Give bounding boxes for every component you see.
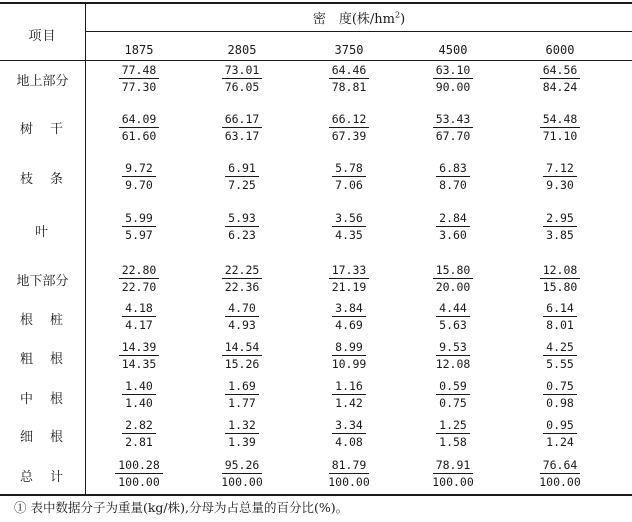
table-cell: [510, 263, 610, 294]
table-cell: [192, 263, 292, 294]
cell-numerator: 15.80: [433, 263, 474, 279]
column-header-0: 1875: [124, 43, 154, 57]
density-header-text: 密 度(株/hm: [312, 12, 395, 27]
cell-denominator: 1.58: [439, 435, 467, 449]
cell-denominator: 4.69: [335, 318, 363, 332]
cell-numerator: 81.79: [329, 458, 370, 474]
table-cell: [299, 301, 399, 332]
cell-denominator: 100.00: [118, 475, 160, 489]
cell-denominator: 71.10: [542, 129, 578, 143]
table-cell: [510, 379, 610, 410]
row-label: 粗 根: [19, 352, 65, 367]
row-label: 细 根: [19, 430, 65, 445]
cell-denominator: 8.70: [439, 178, 467, 192]
table-cell: [192, 161, 292, 192]
cell-numerator: 95.26: [222, 458, 263, 474]
cell-numerator: 3.56: [332, 211, 366, 227]
density-header-superscript: 2: [394, 10, 401, 20]
cell-denominator: 61.60: [121, 129, 157, 143]
column-header-4: 6000: [545, 43, 575, 57]
cell-denominator: 6.23: [228, 228, 256, 242]
cell-numerator: 4.25: [543, 340, 577, 356]
cell-numerator: 9.72: [122, 161, 156, 177]
cell-numerator: 66.12: [329, 112, 370, 128]
cell-denominator: 2.81: [125, 435, 153, 449]
table-cell: [89, 211, 189, 242]
cell-denominator: 1.40: [125, 396, 153, 410]
cell-denominator: 67.70: [435, 129, 471, 143]
table-cell: [192, 301, 292, 332]
table-cell: [299, 458, 399, 489]
cell-numerator: 64.09: [119, 112, 160, 128]
column-header-1: 2805: [227, 43, 257, 57]
cell-denominator: 7.06: [335, 178, 363, 192]
cell-numerator: 54.48: [540, 112, 581, 128]
cell-numerator: 4.70: [225, 301, 259, 317]
cell-denominator: 0.98: [546, 396, 574, 410]
cell-numerator: 2.95: [543, 211, 577, 227]
column-header-2: 3750: [334, 43, 364, 57]
cell-denominator: 21.19: [331, 280, 367, 294]
table-cell: [403, 263, 503, 294]
cell-numerator: 4.18: [122, 301, 156, 317]
table-cell: [89, 379, 189, 410]
table-cell: [192, 418, 292, 449]
table-cell: [510, 418, 610, 449]
cell-numerator: 4.44: [436, 301, 470, 317]
table-cell: [89, 112, 189, 143]
cell-numerator: 17.33: [329, 263, 370, 279]
table-cell: [510, 458, 610, 489]
row-label: 枝 条: [19, 172, 65, 187]
item-column-rule: [85, 3, 86, 494]
table-cell: [403, 418, 503, 449]
cell-denominator: 12.08: [435, 357, 471, 371]
cell-denominator: 4.93: [228, 318, 256, 332]
table-cell: [89, 458, 189, 489]
item-column-header: 项目: [28, 29, 57, 44]
table-cell: [192, 340, 292, 371]
table-cell: [299, 263, 399, 294]
cell-denominator: 1.77: [228, 396, 256, 410]
table-cell: [299, 379, 399, 410]
cell-numerator: 78.91: [433, 458, 474, 474]
cell-numerator: 3.34: [332, 418, 366, 434]
cell-denominator: 4.08: [335, 435, 363, 449]
table-cell: [299, 161, 399, 192]
cell-numerator: 1.16: [332, 379, 366, 395]
cell-numerator: 5.93: [225, 211, 259, 227]
cell-numerator: 14.54: [222, 340, 263, 356]
table-cell: [403, 379, 503, 410]
cell-numerator: 8.99: [332, 340, 366, 356]
cell-denominator: 63.17: [224, 129, 260, 143]
cell-numerator: 0.59: [436, 379, 470, 395]
cell-numerator: 0.75: [543, 379, 577, 395]
cell-numerator: 0.95: [543, 418, 577, 434]
cell-numerator: 1.40: [122, 379, 156, 395]
density-header: [86, 8, 632, 27]
cell-numerator: 63.10: [433, 63, 474, 79]
table-cell: [299, 112, 399, 143]
cell-denominator: 7.25: [228, 178, 256, 192]
table-cell: [299, 340, 399, 371]
cell-denominator: 67.39: [331, 129, 367, 143]
row-label: 根 桩: [19, 313, 65, 328]
row-label: 叶: [34, 225, 50, 240]
cell-denominator: 100.00: [328, 475, 370, 489]
cell-denominator: 8.01: [546, 318, 574, 332]
cell-numerator: 66.17: [222, 112, 263, 128]
table-cell: [403, 458, 503, 489]
cell-numerator: 6.14: [543, 301, 577, 317]
cell-denominator: 100.00: [432, 475, 474, 489]
cell-denominator: 15.26: [224, 357, 260, 371]
table-cell: [89, 263, 189, 294]
table-cell: [403, 161, 503, 192]
cell-numerator: 1.69: [225, 379, 259, 395]
cell-numerator: 73.01: [222, 63, 263, 79]
table-cell: [510, 112, 610, 143]
table-cell: [89, 63, 189, 94]
cell-numerator: 5.78: [332, 161, 366, 177]
table-cell: [403, 63, 503, 94]
cell-denominator: 1.42: [335, 396, 363, 410]
cell-numerator: 9.53: [436, 340, 470, 356]
cell-denominator: 1.39: [228, 435, 256, 449]
cell-numerator: 22.25: [222, 263, 263, 279]
cell-numerator: 14.39: [119, 340, 160, 356]
row-label: 总 计: [19, 470, 65, 485]
cell-denominator: 4.35: [335, 228, 363, 242]
cell-numerator: 5.99: [122, 211, 156, 227]
cell-denominator: 3.60: [439, 228, 467, 242]
table-cell: [510, 63, 610, 94]
table-cell: [89, 301, 189, 332]
cell-numerator: 2.84: [436, 211, 470, 227]
table-cell: [510, 301, 610, 332]
cell-numerator: 100.28: [115, 458, 163, 474]
table-cell: [299, 211, 399, 242]
table-cell: [89, 418, 189, 449]
cell-numerator: 76.64: [540, 458, 581, 474]
cell-denominator: 78.81: [331, 80, 367, 94]
cell-numerator: 3.84: [332, 301, 366, 317]
cell-numerator: 1.32: [225, 418, 259, 434]
cell-denominator: 84.24: [542, 80, 578, 94]
cell-numerator: 12.08: [540, 263, 581, 279]
table-cell: [510, 161, 610, 192]
row-label: 中 根: [19, 392, 65, 407]
cell-numerator: 6.91: [225, 161, 259, 177]
density-header-rule: [86, 31, 632, 32]
cell-denominator: 9.30: [546, 178, 574, 192]
table-cell: [89, 161, 189, 192]
table-cell: [192, 112, 292, 143]
cell-numerator: 53.43: [433, 112, 474, 128]
cell-denominator: 3.85: [546, 228, 574, 242]
table-cell: [403, 112, 503, 143]
table-cell: [192, 458, 292, 489]
cell-numerator: 64.56: [540, 63, 581, 79]
cell-numerator: 2.82: [122, 418, 156, 434]
cell-denominator: 14.35: [121, 357, 157, 371]
row-label: 地下部分: [16, 274, 69, 289]
table-cell: [192, 379, 292, 410]
cell-denominator: 4.17: [125, 318, 153, 332]
table-cell: [299, 418, 399, 449]
cell-numerator: 77.48: [119, 63, 160, 79]
cell-denominator: 5.55: [546, 357, 574, 371]
table-cell: [192, 63, 292, 94]
cell-denominator: 9.70: [125, 178, 153, 192]
row-label: 地上部分: [16, 74, 69, 89]
cell-denominator: 10.99: [331, 357, 367, 371]
cell-denominator: 100.00: [221, 475, 263, 489]
cell-denominator: 15.80: [542, 280, 578, 294]
table-cell: [192, 211, 292, 242]
cell-denominator: 90.00: [435, 80, 471, 94]
density-header-close: ): [400, 12, 406, 27]
cell-numerator: 6.83: [436, 161, 470, 177]
footnote: ① 表中数据分子为重量(kg/株),分母为占总量的百分比(%)。: [14, 500, 349, 515]
cell-denominator: 20.00: [435, 280, 471, 294]
table-cell: [510, 211, 610, 242]
cell-numerator: 64.46: [329, 63, 370, 79]
table-cell: [89, 340, 189, 371]
table-cell: [403, 211, 503, 242]
cell-denominator: 77.30: [121, 80, 157, 94]
cell-denominator: 100.00: [539, 475, 581, 489]
cell-denominator: 0.75: [439, 396, 467, 410]
header-bottom-rule: [0, 60, 632, 61]
table-cell: [510, 340, 610, 371]
cell-numerator: 1.25: [436, 418, 470, 434]
cell-denominator: 5.97: [125, 228, 153, 242]
table-cell: [403, 301, 503, 332]
cell-denominator: 5.63: [439, 318, 467, 332]
cell-denominator: 76.05: [224, 80, 260, 94]
cell-denominator: 1.24: [546, 435, 574, 449]
cell-denominator: 22.36: [224, 280, 260, 294]
row-label: 树 干: [19, 122, 65, 137]
column-header-3: 4500: [438, 43, 468, 57]
cell-denominator: 22.70: [121, 280, 157, 294]
table-cell: [299, 63, 399, 94]
table-bottom-rule: [0, 494, 632, 496]
table-top-rule: [0, 2, 632, 4]
cell-numerator: 7.12: [543, 161, 577, 177]
cell-numerator: 22.80: [119, 263, 160, 279]
table-cell: [403, 340, 503, 371]
